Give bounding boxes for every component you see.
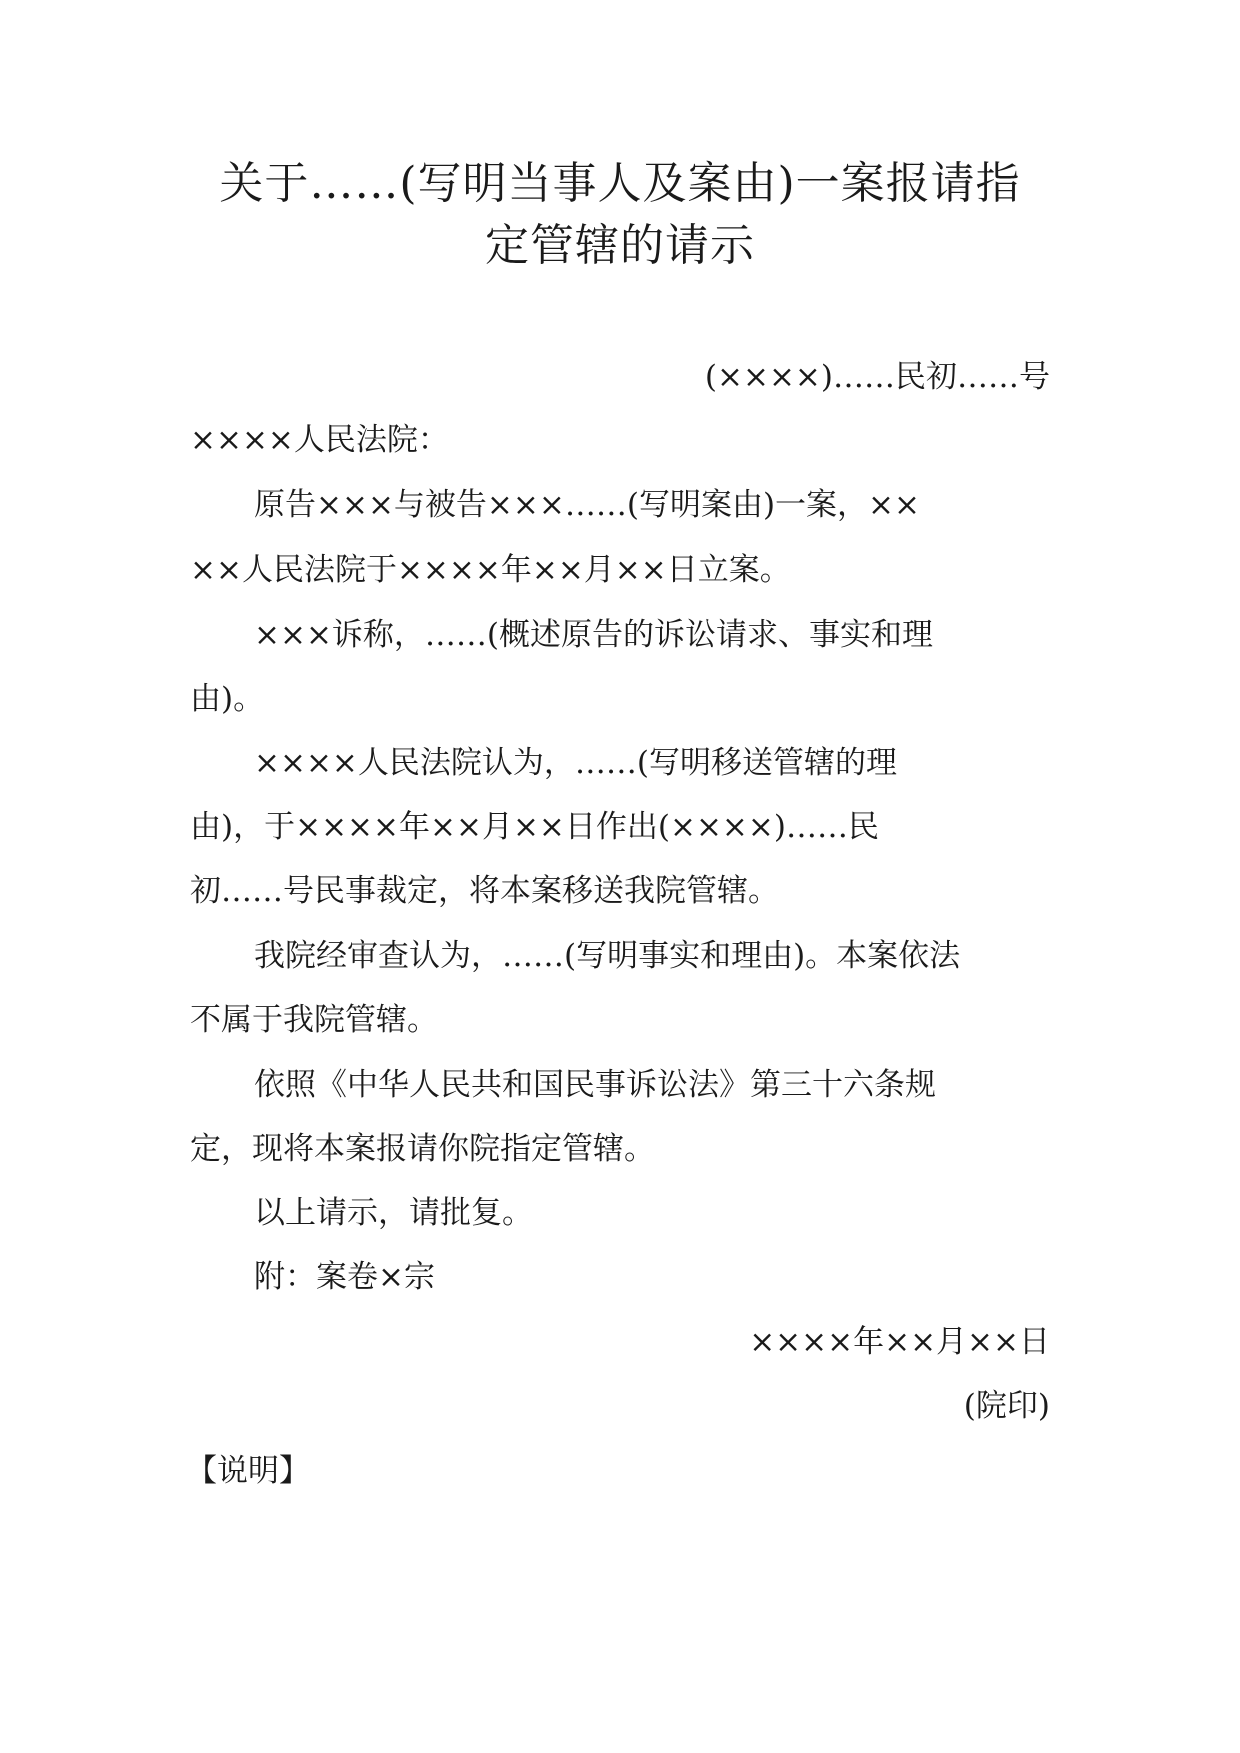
- paragraph-line: 由)。: [190, 681, 265, 717]
- paragraph-line: 初……号民事裁定，将本案移送我院管辖。: [190, 873, 779, 909]
- paragraph-line: 定，现将本案报请你院指定管辖。: [190, 1131, 655, 1167]
- paragraph-line: 我院经审查认为，……(写明事实和理由)。本案依法: [254, 938, 961, 974]
- addressee: ××××人民法院：: [190, 422, 449, 458]
- paragraph-line: ×××诉称，……(概述原告的诉讼请求、事实和理: [254, 617, 934, 653]
- closing-line: 以上请示，请批复。: [254, 1195, 533, 1231]
- document-title-line-2: 定管辖的请示: [485, 220, 755, 271]
- court-seal-label: (院印): [963, 1388, 1050, 1424]
- attachment-line: 附：案卷×宗: [254, 1259, 435, 1295]
- paragraph-line: ××××人民法院认为，……(写明移送管辖的理: [254, 745, 897, 781]
- document-date: ××××年××月××日: [749, 1324, 1050, 1360]
- paragraph-line: 不属于我院管辖。: [190, 1002, 438, 1038]
- note-heading: 【说明】: [186, 1453, 310, 1489]
- document-title-line-1: 关于……(写明当事人及案由)一案报请指: [219, 158, 1021, 209]
- paragraph-line: ××人民法院于××××年××月××日立案。: [190, 552, 791, 588]
- paragraph-line: 依照《中华人民共和国民事诉讼法》第三十六条规: [254, 1067, 936, 1103]
- paragraph-line: 由)，于××××年××月××日作出(××××)……民: [190, 809, 879, 845]
- paragraph-line: 原告×××与被告×××……(写明案由)一案，××: [254, 487, 920, 523]
- case-number: (××××)……民初……号: [704, 359, 1050, 395]
